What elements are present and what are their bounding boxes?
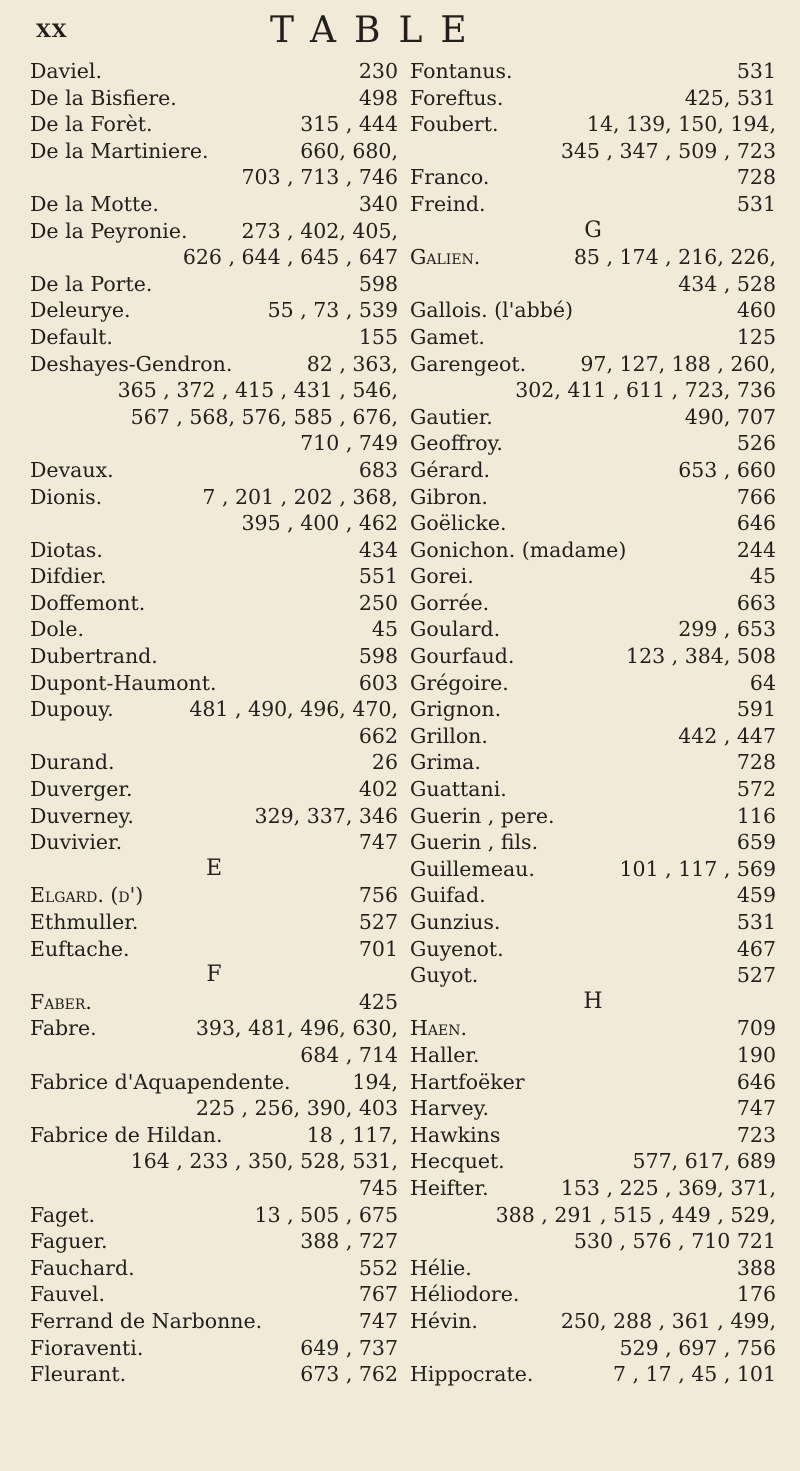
index-entry [410,882,776,909]
index-entry [410,936,776,963]
entry-name: Doffemont. [30,590,146,615]
entry-pages: 683 [358,457,398,482]
entry-pages: 82 , 363, [306,351,398,376]
entry-pages: 603 [358,670,398,695]
entry-name: Guyenot. [410,936,504,961]
index-entry [410,776,776,803]
entry-name: Dubertrand. [30,644,158,669]
entry-pages: 598 [358,271,398,296]
entry-pages: 299 , 653 [678,617,776,642]
index-entry [410,1069,776,1096]
entry-pages: 45 [371,617,398,642]
entry-name: Gorrée. [410,590,490,615]
entry-pages: 591 [736,697,776,722]
entry-pages: 45 [749,564,776,589]
entry-pages: 125 [736,324,776,349]
entry-name: Gonichon. (madame) [410,537,627,562]
entry-name: Gibron. [410,484,488,509]
index-entry [410,616,776,643]
entry-pages: 425, 531 [684,85,776,110]
entry-name: Default. [30,324,113,349]
entry-pages: 646 [736,1069,776,1094]
index-entry [410,1095,776,1122]
section-letter-f: F [206,962,222,988]
entry-pages: 646 [736,511,776,536]
entry-pages: 709 [736,1016,776,1041]
entry-pages: 531 [736,59,776,83]
entry-name: Elgard. (d') [30,883,144,908]
index-entry [410,457,776,484]
index-entry [30,1228,398,1255]
entry-name: Faber. [30,989,92,1014]
entry-name: Deleurye. [30,298,131,323]
index-entry [30,1281,398,1308]
entry-name: Fabrice d'Aquapendente. [30,1069,291,1094]
entry-pages: 728 [736,750,776,775]
entry-name: Haller. [410,1042,480,1067]
entry-pages: 340 [358,191,398,216]
entry-pages: 459 [736,883,776,908]
index-entry [30,484,398,511]
entry-pages: 250, 288 , 361 , 499, [560,1308,776,1333]
index-entry [30,776,398,803]
entry-name: Hévin. [410,1308,478,1333]
index-entry [410,856,776,883]
entry-pages: 116 [736,803,776,828]
entry-continuation: 662 [358,723,398,748]
index-entry [410,723,776,750]
entry-pages: 26 [371,750,398,775]
index-entry [30,909,398,936]
entry-pages: 531 [736,910,776,934]
entry-pages: 673 , 762 [300,1362,398,1387]
entry-name: Dionis. [30,484,103,509]
index-entry [30,324,398,351]
entry-pages: 123 , 384, 508 [626,644,776,669]
entry-name: Goulard. [410,617,501,642]
entry-continuation: 567 , 568, 576, 585 , 676, [130,404,398,429]
index-entry [30,670,398,697]
entry-pages: 467 [736,936,776,961]
entry-name: Faguer. [30,1229,108,1254]
index-entry [30,1308,398,1335]
index-entry [410,1255,776,1282]
entry-pages: 442 , 447 [678,723,776,748]
entry-pages: 273 , 402, 405, [241,218,398,243]
entry-pages: 101 , 117 , 569 [619,856,776,881]
index-entry [410,404,776,431]
entry-name: Fabre. [30,1016,97,1041]
index-entry [410,1281,776,1308]
index-entry [410,191,776,218]
entry-name: Hawkins [410,1122,501,1147]
entry-name: Guifad. [410,883,486,908]
entry-name: Euftache. [30,936,130,961]
entry-name: Fleurant. [30,1362,127,1387]
entry-pages: 18 , 117, [306,1122,398,1147]
index-entry [30,643,398,670]
entry-name: Gamet. [410,324,485,349]
index-entry [410,111,776,138]
index-entry [410,1361,776,1388]
entry-pages: 153 , 225 , 369, 371, [560,1175,776,1200]
entry-pages: 176 [736,1282,776,1307]
entry-name: Fontanus. [410,59,513,83]
entry-name: De la Peyronie. [30,218,188,243]
entry-continuation: 345 , 347 , 509 , 723 [560,138,776,163]
entry-pages: 572 [736,777,776,802]
index-entry [30,936,398,963]
index-entry [410,58,776,85]
entry-pages: 481 , 490, 496, 470, [189,697,398,722]
index-entry [410,1122,776,1149]
entry-pages: 598 [358,644,398,669]
entry-name: Ethmuller. [30,910,139,934]
entry-continuation: 302, 411 , 611 , 723, 736 [515,378,776,403]
index-column-right [410,58,776,1388]
entry-pages: 526 [736,431,776,456]
entry-name: Guattani. [410,777,507,802]
entry-pages: 531 [736,191,776,216]
entry-continuation: 365 , 372 , 415 , 431 , 546, [117,378,398,403]
entry-pages: 425 [358,989,398,1014]
entry-name: Dole. [30,617,84,642]
entry-name: Fauvel. [30,1282,106,1307]
index-entry [30,616,398,643]
entry-pages: 747 [736,1096,776,1121]
index-entry [410,324,776,351]
index-entry [30,1069,398,1096]
index-entry [30,590,398,617]
entry-pages: 85 , 174 , 216, 226, [573,245,776,270]
page-header [0,10,800,56]
entry-continuation: 388 , 291 , 515 , 449 , 529, [495,1202,776,1227]
entry-continuation: 710 , 749 [300,431,398,456]
entry-name: Heifter. [410,1175,489,1200]
index-entry [30,111,398,138]
entry-continuation: 164 , 233 , 350, 528, 531, [130,1149,398,1174]
entry-name: Goëlicke. [410,511,507,536]
index-entry [30,882,398,909]
entry-pages: 659 [736,830,776,855]
index-entry [410,590,776,617]
entry-name: Gunzius. [410,910,501,934]
index-entry [30,297,398,324]
index-entry [410,696,776,723]
index-entry [30,351,398,378]
entry-pages: 402 [358,777,398,802]
entry-name: De la Bisfiere. [30,85,177,110]
entry-pages: 728 [736,165,776,190]
index-entry [410,1308,776,1335]
index-entry [410,85,776,112]
entry-name: Héliodore. [410,1282,520,1307]
index-entry [30,138,398,165]
entry-name: Deshayes-Gendron. [30,351,233,376]
entry-pages: 14, 139, 150, 194, [586,112,776,137]
index-entry [30,218,398,245]
entry-name: Dupont-Haumont. [30,670,217,695]
entry-name: Fabrice de Hildan. [30,1122,223,1147]
index-entry [410,297,776,324]
entry-name: Guillemeau. [410,856,535,881]
entry-continuation: 434 , 528 [678,271,776,296]
index-entry [30,1255,398,1282]
index-entry [30,749,398,776]
index-entry [30,457,398,484]
index-entry [410,803,776,830]
entry-name: Hartfoëker [410,1069,525,1094]
entry-pages: 767 [358,1282,398,1307]
entry-name: Duvivier. [30,830,123,855]
entry-pages: 388 [736,1255,776,1280]
entry-pages: 663 [736,590,776,615]
entry-pages: 660, 680, [300,138,398,163]
entry-name: Dupouy. [30,697,114,722]
entry-pages: 649 , 737 [300,1335,398,1360]
index-entry [410,351,776,378]
entry-name: Fauchard. [30,1255,135,1280]
entry-name: Devaux. [30,457,114,482]
entry-pages: 653 , 660 [678,457,776,482]
entry-name: Grignon. [410,697,502,722]
index-entry [30,989,398,1016]
entry-continuation: 703 , 713 , 746 [241,165,398,190]
entry-continuation: 225 , 256, 390, 403 [195,1096,398,1121]
entry-name: Durand. [30,750,115,775]
index-entry [410,244,776,271]
entry-name: Hecquet. [410,1149,505,1174]
entry-name: Grégoire. [410,670,509,695]
index-entry [410,909,776,936]
entry-name: Gallois. (l'abbé) [410,298,573,323]
entry-name: Gautier. [410,404,493,429]
entry-name: Fioraventi. [30,1335,144,1360]
entry-pages: 244 [736,537,776,562]
entry-pages: 13 , 505 , 675 [254,1202,398,1227]
index-entry [410,537,776,564]
entry-pages: 393, 481, 496, 630, [195,1016,398,1041]
index-entry [410,1148,776,1175]
entry-name: Foreftus. [410,85,504,110]
entry-name: Duverger. [30,777,133,802]
index-entry [410,164,776,191]
entry-name: Guyot. [410,963,479,988]
entry-pages: 55 , 73 , 539 [267,298,398,323]
section-letter-h: H [583,988,603,1014]
index-entry [30,191,398,218]
entry-pages: 747 [358,1308,398,1333]
index-column-left [30,58,398,1388]
entry-pages: 155 [358,324,398,349]
entry-continuation: 395 , 400 , 462 [241,511,398,536]
entry-pages: 7 , 17 , 45 , 101 [613,1362,776,1387]
entry-pages: 329, 337, 346 [254,803,398,828]
index-entry [30,58,398,85]
index-entry [30,1122,398,1149]
entry-name: Guerin , pere. [410,803,555,828]
entry-name: Harvey. [410,1096,489,1121]
index-entry [410,484,776,511]
entry-pages: 552 [358,1255,398,1280]
section-letter-e: E [205,855,223,881]
index-entry [30,1335,398,1362]
index-entry [410,430,776,457]
section-letter-g: G [584,217,602,243]
entry-name: Hélie. [410,1255,472,1280]
entry-pages: 97, 127, 188 , 260, [580,351,776,376]
entry-name: Freind. [410,191,486,216]
entry-name: Ferrand de Narbonne. [30,1308,263,1333]
entry-name: De la Forèt. [30,112,153,137]
entry-pages: 194, [352,1069,398,1094]
entry-name: Faget. [30,1202,96,1227]
entry-name: Difdier. [30,564,107,589]
entry-name: Hippocrate. [410,1362,534,1387]
entry-pages: 766 [736,484,776,509]
entry-pages: 756 [358,883,398,908]
index-entry [30,271,398,298]
index-entry [30,1015,398,1042]
index-entry [410,670,776,697]
entry-pages: 723 [736,1122,776,1147]
entry-pages: 460 [736,298,776,323]
index-entry [410,962,776,989]
entry-name: Haen. [410,1016,467,1041]
entry-pages: 498 [358,85,398,110]
entry-name: Daviel. [30,59,103,83]
index-entry [30,696,398,723]
index-entry [30,563,398,590]
index-entry [30,829,398,856]
entry-pages: 527 [358,910,398,934]
entry-pages: 388 , 727 [300,1229,398,1254]
entry-pages: 747 [358,830,398,855]
entry-name: Gourfaud. [410,644,515,669]
index-entry [410,829,776,856]
entry-continuation: 626 , 644 , 645 , 647 [182,245,398,270]
index-entry [30,1361,398,1388]
index-entry [410,1042,776,1069]
entry-name: De la Porte. [30,271,153,296]
running-title: TABLE [270,10,485,51]
entry-pages: 7 , 201 , 202 , 368, [202,484,398,509]
entry-name: Grima. [410,750,481,775]
entry-continuation: 745 [358,1175,398,1200]
entry-continuation: 684 , 714 [300,1042,398,1067]
entry-pages: 230 [358,59,398,83]
entry-name: De la Martiniere. [30,138,209,163]
entry-pages: 250 [358,590,398,615]
index-entry [410,749,776,776]
index-entry [30,537,398,564]
index-entry [30,803,398,830]
entry-pages: 315 , 444 [300,112,398,137]
entry-name: Guerin , fils. [410,830,539,855]
entry-pages: 527 [736,963,776,988]
entry-pages: 701 [358,936,398,961]
index-entry [410,1175,776,1202]
entry-name: Gorei. [410,564,474,589]
entry-name: De la Motte. [30,191,159,216]
index-entry [410,1015,776,1042]
entry-name: Diotas. [30,537,103,562]
entry-name: Geoffroy. [410,431,503,456]
entry-pages: 64 [749,670,776,695]
index-entry [410,643,776,670]
entry-continuation: 530 , 576 , 710 721 [573,1229,776,1254]
entry-pages: 551 [358,564,398,589]
entry-name: Galien. [410,245,481,270]
entry-pages: 190 [736,1042,776,1067]
index-entry [410,563,776,590]
entry-name: Franco. [410,165,490,190]
entry-pages: 434 [358,537,398,562]
entry-name: Garengeot. [410,351,527,376]
index-entry [410,510,776,537]
entry-name: Gérard. [410,457,490,482]
entry-pages: 577, 617, 689 [632,1149,776,1174]
entry-continuation: 529 , 697 , 756 [619,1335,776,1360]
page-number: XX [36,20,68,42]
entry-name: Grillon. [410,723,488,748]
entry-name: Duverney. [30,803,134,828]
index-entry [30,85,398,112]
entry-name: Foubert. [410,112,499,137]
index-entry [30,1202,398,1229]
entry-pages: 490, 707 [684,404,776,429]
